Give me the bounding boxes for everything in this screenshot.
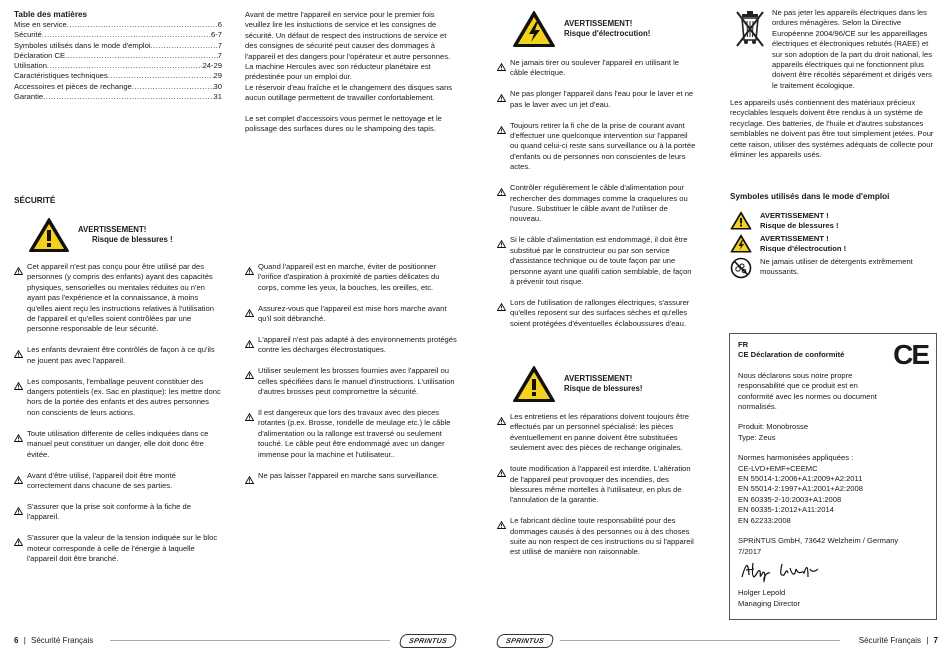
safety-item-text: Ne pas laisser l'appareil en marche sans surveillance. <box>258 470 439 480</box>
safety-item <box>497 121 697 173</box>
sprintus-logo <box>496 634 555 648</box>
symbol-label <box>760 257 913 277</box>
toc-leader <box>151 41 218 51</box>
bullet <box>497 235 510 287</box>
symbols-title: Symboles utilisés dans le mode d'emploi <box>730 192 890 201</box>
toc-entry <box>14 92 222 102</box>
safety-item <box>497 58 697 79</box>
footer-rule <box>560 640 840 641</box>
footer-left: 6 | Sécurité Français <box>14 636 94 645</box>
bullet <box>245 408 258 460</box>
bullet <box>14 262 27 335</box>
footer-section-label: Sécurité Français <box>858 636 921 645</box>
safety-item <box>245 335 457 356</box>
toc-leader <box>108 71 214 81</box>
ce-role: Managing Director <box>738 598 801 608</box>
intro-paragraph: La machine Hercules avec son réducteur planétaire est prédestinée pour un emploi dur. <box>245 62 431 82</box>
ce-norm: EN 55014-2:1997+A1:2001+A2:2008 <box>738 484 863 494</box>
weee-bin-icon <box>734 8 766 48</box>
toc-entry-page: 6-7 <box>211 30 222 40</box>
warning-bullet-icon <box>14 538 23 546</box>
footer-rule <box>110 640 390 641</box>
ce-type: Type: Zeus <box>738 432 776 442</box>
warning-triangle-icon <box>28 217 70 253</box>
ce-company: SPRiNTUS GmbH, 73642 Welzheim / Germany <box>738 536 899 546</box>
symbol-line1: AVERTISSEMENT ! <box>760 234 829 243</box>
ce-norms-title: Normes harmonisées appliquées : <box>738 453 854 463</box>
safety-item-text: Lors de l'utilisation de rallonges électriques, s'assurer qu'elles reposent sur des surfaces sèches et qu'elles soient protégées d'éventuelles éclaboussures d'eau. <box>510 297 690 328</box>
electric-hazard-icon <box>512 10 556 48</box>
toc-entry-label: Accessoires et pièces de rechange <box>14 81 132 91</box>
safety-item-text: Ne jamais tirer ou soulever l'appareil en utilisant le câble électrique. <box>510 58 680 78</box>
bullet <box>245 471 258 489</box>
symbol-line2: moussants. <box>760 267 799 276</box>
safety-item <box>14 502 222 523</box>
warning-bullet-icon <box>14 476 23 484</box>
safety-item <box>14 377 222 419</box>
toc-entry-label: Sécurité <box>14 30 42 40</box>
toc-entry-page: 31 <box>213 92 222 102</box>
warning-bullet-icon <box>245 413 254 421</box>
safety-item-text: L'appareil n'est pas adapté à des environnements protégés contre les décharges électrostatiques. <box>258 335 457 355</box>
safety-item-text: Le fabricant décline toute responsabilité pour des dommages causés à des personnes ou à des choses suite au non respect de ces instructions ou si l'appareil est utilisé de manière non raisonnable. <box>510 516 694 557</box>
warning-bullet-icon <box>497 63 506 71</box>
toc-entry-page: 30 <box>213 81 222 91</box>
symbol-row <box>730 211 938 231</box>
toc-entry-page: 7 <box>217 50 222 60</box>
page-number: 6 <box>14 636 19 645</box>
safety-item-text: Contrôler régulièrement le câble d'alimentation pour rechercher des dommages comme la craquelures ou l'usure. Substituer le câble avant de l'utiliser de nouveau. <box>510 183 688 224</box>
toc-entry-page: 6 <box>217 20 222 29</box>
warning-electro-box <box>512 10 650 48</box>
toc-leader <box>65 51 218 61</box>
bullet <box>14 429 27 460</box>
warning-bullet-icon <box>14 267 23 275</box>
ce-norm: EN 62233:2008 <box>738 515 791 525</box>
ce-date: 7/2017 <box>738 546 762 556</box>
safety-item-text: Si le câble d'alimentation est endommagé, il doit être substitué par le constructeur ou par son service d'assistance technique ou de toute façon par une personne ayant une qualifi cation semblable, de façon à prévenir tout risque. <box>510 235 692 286</box>
safety-item-text: Quand l'appareil est en marche, éviter de positionner l'orifice d'aspiration à proximité de parties délicates du corps, comme les yeux, la bouches, les oreilles, etc. <box>258 262 440 292</box>
warning-text <box>564 374 642 395</box>
safety-item <box>14 533 222 564</box>
warning-line1: AVERTISSEMENT! <box>564 373 633 383</box>
warning-injury-box-2 <box>512 365 642 403</box>
warning-bullet-icon <box>497 469 506 477</box>
warning-bullet-icon <box>497 126 506 134</box>
toc-entry-page: 7 <box>217 40 222 50</box>
warning-line1: AVERTISSEMENT! <box>78 224 147 234</box>
toc-entry <box>14 51 222 61</box>
toc-entry <box>14 20 222 30</box>
page-number: 7 <box>933 636 938 645</box>
toc-entry-label: Caractéristiques techniques <box>14 71 108 81</box>
toc-title: Table des matières <box>14 10 88 19</box>
warning-bullet-icon <box>497 94 506 102</box>
symbol-label <box>760 234 846 254</box>
safety-item-text: Les enfants devraient être contrôlés de façon à ce qu'ils ne jouent pas avec l'appareil. <box>27 345 215 365</box>
safety-item <box>245 262 457 293</box>
symbol-line1: Ne jamais utiliser de détergents extrêmement <box>760 257 913 266</box>
ce-norm: EN 60335-2-10:2003+A1:2008 <box>738 494 842 504</box>
ce-norms-list <box>738 464 928 526</box>
safety-item-text: Ne pas plonger l'appareil dans l'eau pour le laver et ne pas le laver avec un jet d'eau. <box>510 89 694 109</box>
bullet <box>14 533 27 564</box>
bullet <box>245 304 258 325</box>
bullet <box>245 366 258 397</box>
ce-signatory: Holger Lepold <box>738 588 786 598</box>
warning-bullet-icon <box>245 476 254 484</box>
safety-item-text: Il est dangereux que lors des travaux avec des pieces rotantes (p.ex. Brosse, rondelle de meulage etc.) le câble d'alimentation ou la rallonge est traversé ou seulement touché. Le câble peut être endommagé avec un danger immense pour la machine et l'utilisateur.. <box>258 408 451 459</box>
toc-entry <box>14 41 222 51</box>
warning-line1: AVERTISSEMENT! <box>564 18 633 28</box>
safety-item-text: Utiliser seulement les brosses fournies avec l'appareil ou celles spécifiées dans le manuel d'instructions. L'utilisation d'autres brosses peut compromettre la sécurité. <box>258 366 455 397</box>
bullet <box>497 298 510 329</box>
safety-item-text: Toujours retirer la fi che de la prise de courant avant d'effectuer une quelconque intervention sur l'appareil ou quand celui-ci reste sans surveillance ou à la portée d'enfants ou de personnes non conscientes de leurs actes. <box>510 120 696 172</box>
safety-list-col1 <box>14 262 222 575</box>
symbol-row <box>730 257 938 279</box>
safety-item <box>14 262 222 335</box>
bullet <box>497 464 510 506</box>
warning-line2: Risque d'électrocution! <box>564 29 651 38</box>
bullet <box>245 335 258 356</box>
ce-product: Produit: Monobrosse <box>738 422 809 432</box>
safety-item <box>497 412 697 454</box>
toc-leader <box>42 30 211 40</box>
toc-entry-page: 29 <box>213 71 222 81</box>
bullet <box>497 183 510 225</box>
safety-item <box>245 471 457 489</box>
warning-injury-box <box>28 217 173 253</box>
symbols-list <box>730 211 938 282</box>
toc-leader <box>47 61 203 71</box>
toc-entry-label: Mise en service <box>14 20 67 29</box>
intro-paragraph: Le set complet d'accessoirs vous permet le nettoyage et le polissage des surfaces dures ou le shampoing des tapis. <box>245 113 442 134</box>
safety-item-text: Assurez-vous que l'appareil est mise hors marche avant qu'il soit débranché. <box>258 303 447 324</box>
bullet <box>497 58 510 79</box>
signature-image <box>740 559 820 583</box>
symbol-line2: Risque de blessures ! <box>760 221 839 230</box>
symbol-row <box>730 234 938 254</box>
safety-item-text: Toute utilisation differente de celles indiquées dans ce manuel peut constituer un danger, elle doit donc être évitée. <box>27 428 209 459</box>
toc-entry-label: Déclaration CE <box>14 50 66 60</box>
safety-item <box>14 471 222 492</box>
safety-item <box>497 89 697 110</box>
safety-item <box>497 298 697 329</box>
warning-bullet-icon <box>245 309 254 317</box>
safety-list-col2 <box>245 262 457 499</box>
intro-paragraph: Avant de mettre l'appareil en service pour le premier fois veuillez lire les instuctions de service et les consignes de sécurité. Un défaut de respect des instructions de service et des consignes de sécurité peut causer des dommages à l'appareil et des dangers pour l'opérateur et autre personnes. <box>245 10 451 61</box>
warning-bullet-icon <box>14 350 23 358</box>
toc-entry-page: 24-29 <box>202 61 222 71</box>
toc-entry-label: Garantie <box>14 92 44 102</box>
warning-bullet-icon <box>497 240 506 248</box>
toc-entry <box>14 71 222 81</box>
footer-right: Sécurité Français | 7 <box>858 636 938 645</box>
symbol-label <box>760 211 839 231</box>
logo-text: SPRINTUS <box>505 637 545 645</box>
intro-text <box>245 10 457 134</box>
injury-list-2 <box>497 412 697 568</box>
safety-item <box>14 429 222 460</box>
bullet <box>497 89 510 110</box>
ce-mark: CE <box>893 339 928 370</box>
logo-text: SPRINTUS <box>408 637 448 645</box>
electric-hazard-icon <box>730 234 752 253</box>
warning-bullet-icon <box>14 382 23 390</box>
warning-text <box>78 225 173 246</box>
warning-bullet-icon <box>245 340 254 348</box>
bullet <box>497 516 510 558</box>
safety-item-text: S'assurer que la valeur de la tension indiquée sur le bloc moteur corresponde à celle de l'énergie à laquelle l'appareil doit être branché. <box>27 533 218 563</box>
ce-lang: FR <box>738 340 749 349</box>
safety-item <box>497 516 697 558</box>
recycling-text-1: Ne pas jeter les appareils électriques dans les ordures ménagères. Selon la Directive Européenne 2004/96/CE sur les appareillages électriques et électroniques rebutés (RAEE) et sur son adoption de la part du droit national, les appareils électriques qui ne fonctionnent plus doivent être récoltés séparément et dirigés vers le traitement écologique. <box>772 8 932 90</box>
safety-item <box>14 345 222 366</box>
safety-item-text: S'assurer que la prise soit conforme à la fiche de l'appareil. <box>27 501 191 522</box>
bullet <box>14 345 27 366</box>
toc-entry-label: Utilisation <box>14 61 47 71</box>
ce-title: CE Déclaration de conformité <box>738 350 845 360</box>
bullet <box>245 262 258 293</box>
bullet <box>14 502 27 523</box>
ce-declaration-box <box>729 333 937 620</box>
sprintus-logo <box>399 634 458 648</box>
safety-item <box>497 183 697 225</box>
safety-item-text: toute modification à l'appareil est interdite. L'altération de l'appareil peut provoquer des incendies, des blessures même mortelles à l'utilisateur, en plus de l'annulation de la garantie. <box>510 464 691 505</box>
symbol-line2: Risque d'électrocution ! <box>760 244 847 253</box>
bullet <box>497 412 510 454</box>
safety-item-text: Avant d'être utilisé, l'appareil doit être monté correctement dans chacune de ses parties. <box>27 470 176 490</box>
safety-item-text: Cet appareil n'est pas conçu pour être utilisé par des personnes (y compris des enfants) ayant des capacités physiques, sensorielles ou mentales réduites ou n'en ayant pas l'expérience et la connaissance, à moins qu'elles aient reçu les instructions relatives à l'utilisation de l'appareil et qu'elles soient contrôlées par une personne responsable de leur sécurité. <box>27 262 214 334</box>
safety-item <box>245 366 457 397</box>
warning-bullet-icon <box>14 434 23 442</box>
toc-entry-label: Symboles utilisés dans le mode d'emploi <box>14 40 151 50</box>
warning-bullet-icon <box>497 417 506 425</box>
toc-entry <box>14 30 222 40</box>
safety-item <box>497 464 697 506</box>
ce-norm: CE-LVD+EMF+CEEMC <box>738 463 818 473</box>
warning-bullet-icon <box>245 371 254 379</box>
table-of-contents <box>14 10 222 102</box>
warning-line2: Risque de blessures! <box>564 384 643 393</box>
bullet <box>497 121 510 173</box>
intro-paragraph: Le réservoir d'eau fraîche et le changement des disques sans aucun outillage permettent de travailler confortablement. <box>245 82 453 103</box>
safety-item <box>245 304 457 325</box>
ce-intro: Nous déclarons sous notre propre responsabilité que ce produit est en conformité avec les normes ou document normalisés. <box>738 370 877 412</box>
warning-triangle-icon <box>512 365 556 403</box>
toc-leader <box>43 92 213 102</box>
toc-entry <box>14 82 222 92</box>
recycling-text-2: Les appareils usés contiennent des matériaux précieux recyclables lesquels doivent être rendus à un système de recyclage. Des batteries, de l'huile et d'autres substances semblables ne doivent pas être tout simplement jetées. Pour cette raison, utiliser des systèmes adéquats de collecte pour éliminer les appareils usés. <box>730 98 934 160</box>
no-foam-detergent-icon <box>730 257 752 279</box>
section-title-securite: SÉCURITÉ <box>14 196 56 205</box>
toc-leader <box>67 20 218 30</box>
warning-triangle-icon <box>730 211 752 230</box>
warning-bullet-icon <box>14 507 23 515</box>
safety-item-text: Les entretiens et les réparations doivent toujours être effectués par un personnel spécialisé: les pièces éventuellement en panne doivent être substituées seulement avec des pièces de rechange originales. <box>510 412 689 453</box>
electro-list <box>497 58 697 340</box>
safety-item <box>497 235 697 287</box>
warning-bullet-icon <box>497 303 506 311</box>
safety-item <box>245 408 457 460</box>
bullet <box>14 377 27 419</box>
ce-norm: EN 60335-1:2012+A11:2014 <box>738 505 834 515</box>
ce-norm: EN 55014-1:2006+A1:2009+A2:2011 <box>738 474 863 484</box>
toc-leader <box>132 82 214 92</box>
footer-section-label: Sécurité Français <box>31 636 94 645</box>
warning-bullet-icon <box>497 521 506 529</box>
warning-text <box>564 19 650 40</box>
toc-entry <box>14 61 222 71</box>
warning-bullet-icon <box>497 188 506 196</box>
bullet <box>14 471 27 492</box>
warning-line2: Risque de blessures ! <box>92 235 173 244</box>
symbol-line1: AVERTISSEMENT ! <box>760 211 829 220</box>
warning-bullet-icon <box>245 267 254 275</box>
safety-item-text: Les composants, l'emballage peuvent constituer des dangers potentiels (ex. Sac en plastique): les mettre donc hors de la portée des enfants et des autres personnes non conscients de leurs actions. <box>27 376 221 417</box>
